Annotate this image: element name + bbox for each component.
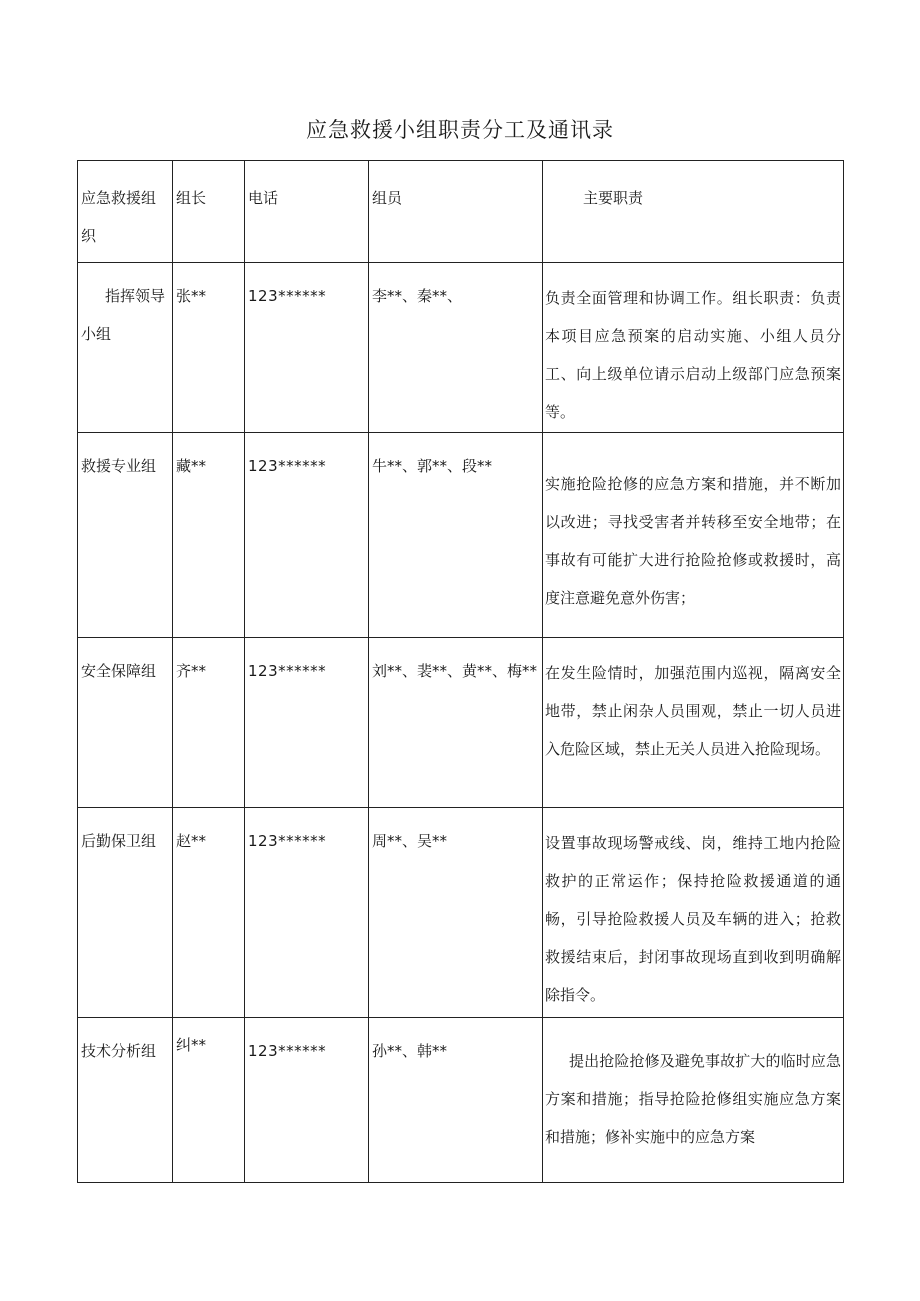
duties-cell: 实施抢险抢修的应急方案和措施，并不断加以改进；寻找受害者并转移至安全地带；在事故有可能扩大进行抢险抢修或救援时，高度注意避免意外伤害； [543,433,844,638]
page-title: 应急救援小组职责分工及通讯录 [306,118,614,142]
leader-cell: 藏** [173,433,245,638]
org-cell: 救援专业组 [78,433,173,638]
leader-cell: 齐** [173,638,245,808]
table-row [78,1018,844,1183]
responsibility-table [77,160,844,1183]
leader-cell: 张** [173,263,245,433]
header-org: 应急救援组织 [78,161,173,263]
duties-cell: 提出抢险抢修及避免事故扩大的临时应急方案和措施；指导抢险抢修组实施应急方案和措施；修补实施中的应急方案 [543,1018,844,1183]
phone-cell: 123****** [245,808,369,1018]
header-members: 组员 [369,161,543,263]
phone-cell: 123****** [245,1018,369,1183]
members-cell: 李**、秦**、 [369,263,543,433]
leader-cell: 纠** [173,1018,245,1183]
table-row [78,263,844,433]
header-leader: 组长 [173,161,245,263]
org-cell: 技术分析组 [78,1018,173,1183]
members-cell: 孙**、韩** [369,1018,543,1183]
members-cell: 刘**、裴**、黄**、梅** [369,638,543,808]
duties-cell: 在发生险情时，加强范围内巡视，隔离安全地带，禁止闲杂人员围观，禁止一切人员进入危险区域，禁止无关人员进入抢险现场。 [543,638,844,808]
org-cell: 后勤保卫组 [78,808,173,1018]
members-cell: 周**、吴** [369,808,543,1018]
duties-cell: 设置事故现场警戒线、岗，维持工地内抢险救护的正常运作；保持抢险救援通道的通畅，引导抢险救援人员及车辆的进入；抢救救援结束后，封闭事故现场直到收到明确解除指令。 [543,808,844,1018]
phone-cell: 123****** [245,433,369,638]
table-row [78,638,844,808]
header-duties: 主要职责 [543,161,844,263]
members-cell: 牛**、郭**、段** [369,433,543,638]
duties-cell: 负责全面管理和协调工作。组长职责：负责本项目应急预案的启动实施、小组人员分工、向上级单位请示启动上级部门应急预案等。 [543,263,844,433]
phone-cell: 123****** [245,263,369,433]
header-phone: 电话 [245,161,369,263]
phone-cell: 123****** [245,638,369,808]
header-row [78,161,844,263]
org-cell: 安全保障组 [78,638,173,808]
leader-cell: 赵** [173,808,245,1018]
table-row [78,808,844,1018]
table-row [78,433,844,638]
org-cell: 指挥领导小组 [78,263,173,433]
